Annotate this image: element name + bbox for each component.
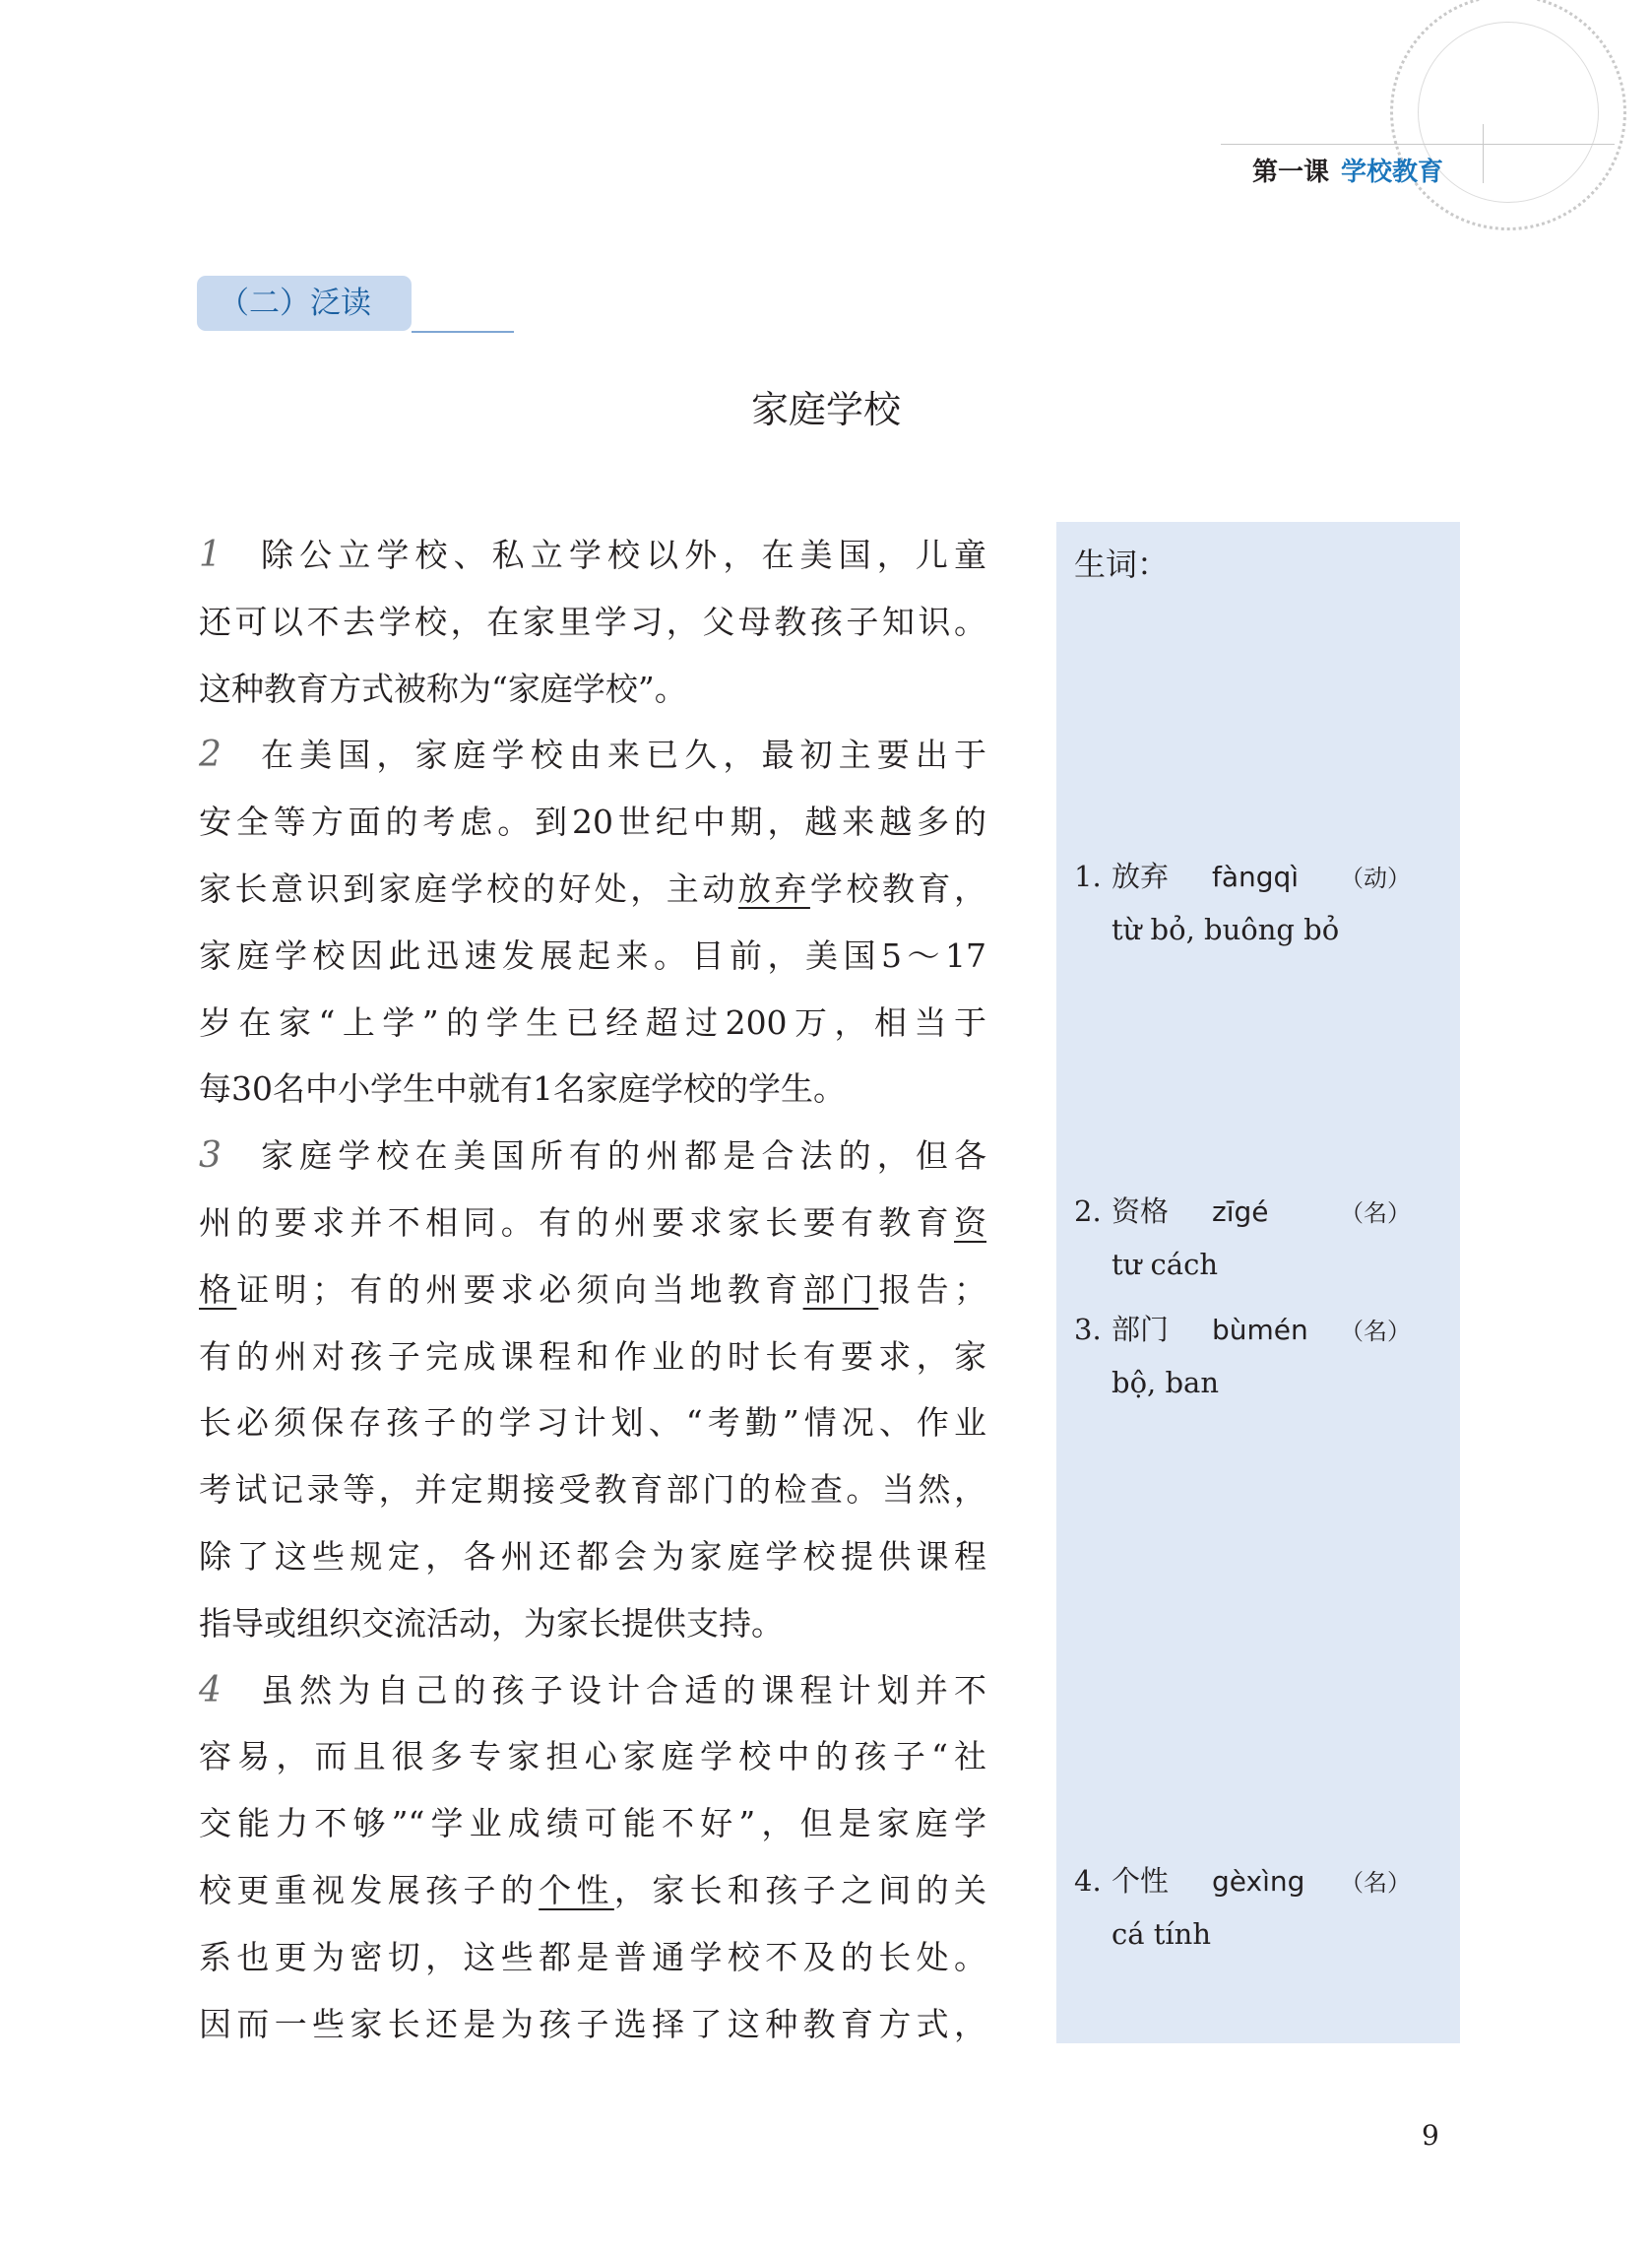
article-body <box>199 522 986 2057</box>
text-line: 有的州对孩子完成课程和作业的时长有要求，家 <box>199 1336 986 1376</box>
vocab-word: 部门 <box>1112 1313 1170 1346</box>
text-line: 4 虽然为自己的孩子设计合适的课程计划并不 <box>199 1669 986 1710</box>
text-line: 家长意识到家庭学校的好处，主动放弃学校教育， <box>199 869 987 908</box>
paragraph-number: 3 <box>199 1135 222 1177</box>
text-line: 除了这些规定，各州还都会为家庭学校提供课程 <box>199 1536 986 1576</box>
vocab-pinyin: fàngqì <box>1212 861 1300 893</box>
text-line: 每30名中小学生中就有1名家庭学校的学生。 <box>199 1069 846 1109</box>
vocab-part-of-speech: （名） <box>1340 1869 1411 1897</box>
text-line: 1 除公立学校、私立学校以外，在美国，儿童 <box>199 535 986 575</box>
vocab-meaning: bộ, ban <box>1112 1366 1219 1399</box>
vocab-entry <box>1074 1308 1411 1399</box>
vocab-meaning: cá tính <box>1112 1917 1212 1951</box>
text-line: 系也更为密切，这些都是普通学校不及的长处。 <box>199 1937 986 1976</box>
paragraph-number: 4 <box>199 1669 222 1710</box>
text-line: 这种教育方式被称为“家庭学校”。 <box>199 669 687 708</box>
page-number: 9 <box>1422 2119 1439 2152</box>
text-line: 因而一些家长还是为孩子选择了这种教育方式， <box>199 2004 986 2043</box>
header-decoration-vline <box>1483 124 1484 183</box>
vocab-part-of-speech: （名） <box>1340 1199 1411 1227</box>
vocab-entry <box>1074 1859 1411 1951</box>
vocab-pinyin: gèxìng <box>1212 1865 1305 1898</box>
lesson-number: 第一课 <box>1252 158 1330 187</box>
vocab-number: 2. <box>1074 1194 1102 1228</box>
vocab-number: 4. <box>1074 1864 1102 1898</box>
text-line: 州的要求并不相同。有的州要求家长要有教育资 <box>199 1202 986 1242</box>
vocab-part-of-speech: （动） <box>1340 865 1411 892</box>
running-header <box>1252 152 1443 188</box>
text-line: 交能力不够”“学业成绩可能不好”，但是家庭学 <box>199 1804 986 1843</box>
vocab-meaning: tư cách <box>1112 1248 1218 1281</box>
text-line: 格证明；有的州要求必须向当地教育部门报告； <box>199 1269 987 1309</box>
vocab-pinyin: zīgé <box>1212 1195 1269 1228</box>
vocab-number: 3. <box>1074 1313 1102 1346</box>
vocab-word: 放弃 <box>1112 860 1170 893</box>
section-label: （二）泛读 <box>197 276 412 331</box>
vocab-pinyin: bùmén <box>1212 1314 1308 1346</box>
header-decoration-inner-circle <box>1418 22 1599 203</box>
vocab-entry <box>1074 1190 1411 1281</box>
vocab-part-of-speech: （名） <box>1340 1318 1411 1345</box>
vocabulary-sidebar <box>1056 522 1460 2043</box>
text-line: 家庭学校因此迅速发展起来。目前，美国5～17 <box>199 935 986 975</box>
lesson-topic: 学校教育 <box>1341 158 1444 187</box>
text-line: 还可以不去学校，在家里学习，父母教孩子知识。 <box>199 602 986 641</box>
text-line: 长必须保存孩子的学习计划、“考勤”情况、作业 <box>199 1403 986 1443</box>
vocab-entry <box>1074 855 1411 946</box>
text-line: 2 在美国，家庭学校由来已久，最初主要出于 <box>199 735 986 776</box>
text-line: 考试记录等，并定期接受教育部门的检查。当然， <box>199 1470 986 1510</box>
vocab-meaning: từ bỏ, buông bỏ <box>1112 913 1340 946</box>
text-line: 岁在家“上学”的学生已经超过200万，相当于 <box>199 1002 986 1042</box>
text-line: 3 家庭学校在美国所有的州都是合法的，但各 <box>199 1135 986 1177</box>
text-line: 安全等方面的考虑。到20世纪中期，越来越多的 <box>199 803 986 842</box>
vocab-number: 1. <box>1074 860 1102 893</box>
text-line: 指导或组织交流活动，为家长提供支持。 <box>199 1603 784 1643</box>
text-line: 容易，而且很多专家担心家庭学校中的孩子“社 <box>199 1737 986 1776</box>
vocab-word: 个性 <box>1112 1864 1170 1898</box>
paragraph-number: 1 <box>199 535 222 575</box>
article-title: 家庭学校 <box>750 388 901 431</box>
paragraph-number: 2 <box>199 735 222 776</box>
text-line: 校更重视发展孩子的个性，家长和孩子之间的关 <box>199 1870 987 1909</box>
header-decoration-line <box>1221 144 1615 145</box>
vocabulary-label: 生词： <box>1074 546 1170 583</box>
section-label-underline <box>412 331 514 333</box>
vocab-word: 资格 <box>1112 1194 1170 1228</box>
